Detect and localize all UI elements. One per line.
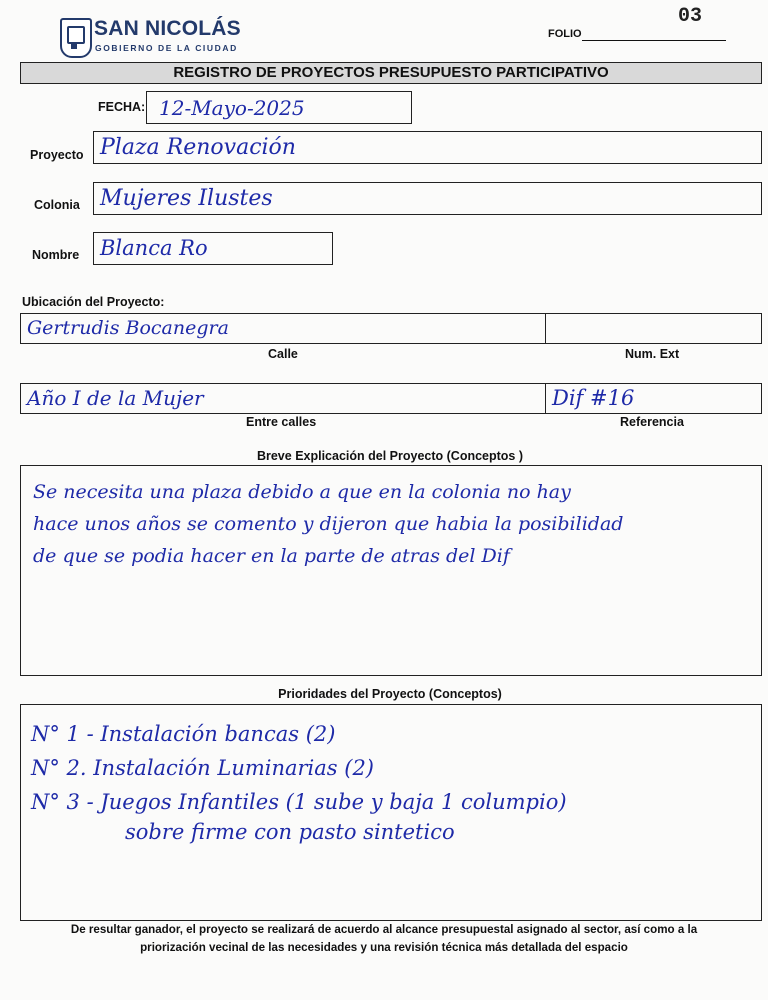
prioridad-item: N° 2. Instalación Luminarias (2): [31, 756, 374, 780]
brand-subtitle: GOBIERNO DE LA CIUDAD: [95, 43, 238, 53]
explicacion-line: hace unos años se comento y dijeron que habia la posibilidad: [33, 513, 624, 535]
folio-label: FOLIO: [548, 28, 582, 40]
referencia-value: Dif #16: [552, 386, 635, 410]
entre-calles-value: Año I de la Mujer: [27, 386, 204, 410]
numext-field[interactable]: [545, 313, 762, 344]
prioridad-item: sobre firme con pasto sintetico: [125, 820, 455, 844]
colonia-value: Mujeres Ilustes: [100, 186, 273, 211]
proyecto-label: Proyecto: [30, 148, 84, 162]
folio-number: 03: [678, 5, 703, 28]
proyecto-field[interactable]: [93, 131, 762, 164]
numext-caption: Num. Ext: [625, 347, 680, 361]
footer-note: [40, 921, 728, 957]
calle-value: Gertrudis Bocanegra: [27, 317, 229, 339]
ubicacion-label: Ubicación del Proyecto:: [22, 295, 165, 309]
prioridad-item: N° 3 - Juegos Infantiles (1 sube y baja 1 columpio): [31, 790, 567, 814]
prioridades-heading: Prioridades del Proyecto (Conceptos): [278, 687, 502, 701]
explicacion-textarea[interactable]: [20, 465, 762, 676]
prioridad-item: N° 1 - Instalación bancas (2): [31, 722, 336, 746]
entre-calles-field[interactable]: [20, 383, 546, 414]
folio-line: [582, 40, 726, 41]
brand-name: SAN NICOLÁS: [94, 17, 241, 40]
proyecto-value: Plaza Renovación: [100, 135, 296, 160]
entre-calles-caption: Entre calles: [246, 415, 317, 429]
fecha-label: FECHA:: [98, 100, 146, 114]
colonia-field[interactable]: [93, 182, 762, 215]
colonia-label: Colonia: [34, 198, 80, 212]
explicacion-line: de que se podia hacer en la parte de atras del Dif: [33, 545, 510, 567]
footer-line: priorización vecinal de las necesidades y una revisión técnica más detallada del espacio: [140, 941, 628, 954]
nombre-value: Blanca Ro: [100, 236, 208, 260]
prioridades-textarea[interactable]: [20, 704, 762, 921]
nombre-label: Nombre: [32, 248, 80, 262]
fecha-field[interactable]: [146, 91, 412, 124]
calle-field[interactable]: [20, 313, 546, 344]
calle-caption: Calle: [268, 347, 298, 361]
explicacion-heading: Breve Explicación del Proyecto (Conceptos ): [256, 449, 524, 463]
referencia-caption: Referencia: [620, 415, 684, 429]
fecha-value: 12-Mayo-2025: [159, 96, 305, 120]
nombre-field[interactable]: [93, 232, 333, 265]
referencia-field[interactable]: [545, 383, 762, 414]
city-shield-logo-icon: [60, 18, 92, 58]
explicacion-line: Se necesita una plaza debido a que en la colonia no hay: [33, 481, 571, 503]
footer-line: De resultar ganador, el proyecto se realizará de acuerdo al alcance presupuestal asignado al sector, así como a la: [70, 923, 698, 936]
form-title: REGISTRO DE PROYECTOS PRESUPUESTO PARTICIPATIVO: [20, 62, 762, 84]
